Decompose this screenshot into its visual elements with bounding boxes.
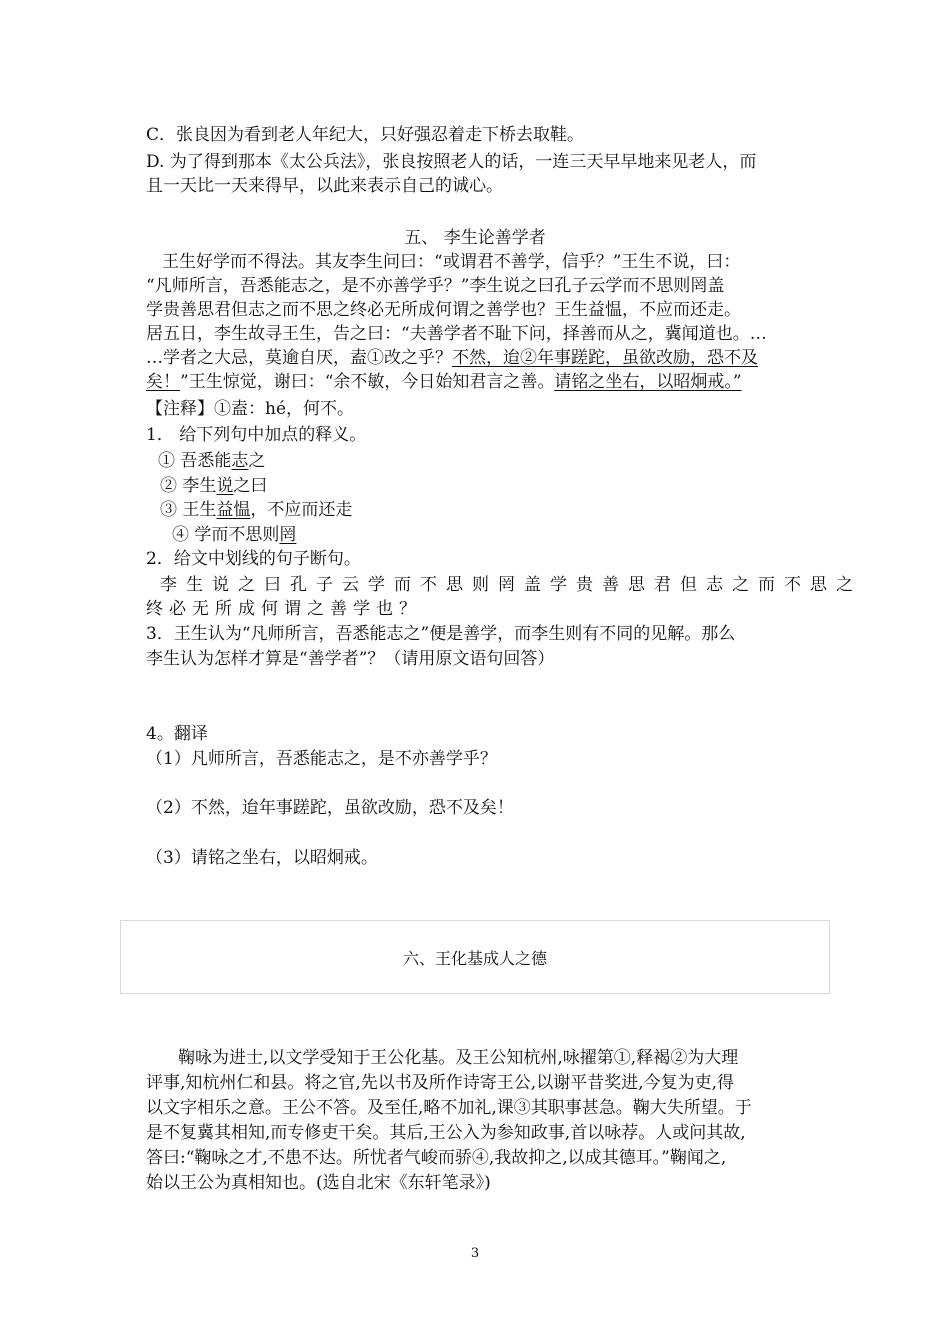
q3-line2: 李生认为怎样才算是“善学者”？（请用原文语句回答） bbox=[146, 649, 555, 669]
passage5-line2: “凡师所言，吾悉能志之，是不亦善学乎？”李生说之曰孔子云学而不思则罔盖 bbox=[146, 276, 725, 296]
passage5-line3: 学贵善思君但志之而不思之终必无所成何谓之善学也？王生益愠，不应而还走。 bbox=[146, 300, 741, 320]
q2-prompt: 2．给文中划线的句子断句。 bbox=[146, 549, 361, 569]
q4-prompt: 4。翻译 bbox=[146, 724, 208, 744]
page-number: 3 bbox=[470, 1246, 480, 1261]
passage6-line3: 以文字相乐之意。王公不答。及至任,略不加礼,课③其职事甚急。鞠大失所望。于 bbox=[146, 1098, 752, 1118]
underlined-sentence-part1: 不然，迨②年事蹉跎，虽欲改励，恐不及 bbox=[452, 348, 758, 368]
underlined-sentence-part2: 矣！ bbox=[146, 372, 180, 392]
passage6-line5: 答曰:“鞠咏之才,不患不达。所忧者气峻而骄④,我故抑之,以成其德耳。”鞠闻之, bbox=[146, 1148, 727, 1168]
passage5-line1: 王生好学而不得法。其友李生问曰：“或谓君不善学，信乎？”王生不说，曰： bbox=[162, 252, 741, 272]
annotation-note: 【注释】①盍：hé，何不。 bbox=[146, 399, 355, 419]
q4-item-1: （1）凡师所言，吾悉能志之，是不亦善学乎？ bbox=[146, 749, 497, 769]
section5-title: 五、 李生论善学者 bbox=[404, 228, 546, 248]
section6-title-box bbox=[120, 920, 830, 994]
passage6-line4: 是不复冀其相知,而专修吏干矣。其后,王公入为参知政事,首以咏荐。人或问其故, bbox=[146, 1123, 746, 1143]
q1-item-4: ④ 学而不思则罔 bbox=[172, 525, 297, 545]
option-d-line2: 且一天比一天来得早，以此来表示自己的诚心。 bbox=[146, 176, 503, 196]
q2-text-line1: 李生说之曰孔子云学而不思则罔盖学贵善思君但志之而不思之 bbox=[160, 575, 862, 595]
option-d-line1: D. 为了得到那本《太公兵法》，张良按照老人的话，一连三天早早地来见老人，而 bbox=[146, 152, 757, 172]
option-c: C．张良因为看到老人年纪大，只好强忍着走下桥去取鞋。 bbox=[146, 125, 585, 145]
passage5-line4: 居五日，李生故寻王生，告之曰：“夫善学者不耻下问，择善而从之，冀闻道也。… bbox=[146, 324, 767, 344]
q3-line1: 3．王生认为“凡师所言，吾悉能志之”便是善学，而李生则有不同的见解。那么 bbox=[146, 624, 736, 644]
passage6-line2: 评事,知杭州仁和县。将之官,先以书及所作诗寄王公,以谢平昔奖进,今复为吏,得 bbox=[146, 1073, 735, 1093]
q1-item-1: ① 吾悉能志之 bbox=[158, 451, 266, 471]
underlined-sentence-part3: 请铭之坐右，以昭炯戒。” bbox=[554, 372, 742, 392]
passage5-line5-text: …学者之大忌，莫逾自厌，盍①改之乎？ bbox=[146, 348, 452, 368]
passage5-line6 bbox=[146, 370, 742, 394]
q4-item-2: （2）不然，迨年事蹉跎，虽欲改励，恐不及矣！ bbox=[146, 798, 514, 818]
section6-title: 六、王化基成人之德 bbox=[402, 948, 547, 968]
q1-item-2: ② 李生说之曰 bbox=[160, 476, 268, 496]
passage5-line5 bbox=[146, 346, 758, 370]
q4-item-3: （3）请铭之坐右，以昭炯戒。 bbox=[146, 848, 378, 868]
passage6-line6: 始以王公为真相知也。(选自北宋《东轩笔录》) bbox=[146, 1173, 491, 1193]
q2-text-line2: 终必无所成何谓之善学也？ bbox=[146, 599, 422, 619]
passage5-line6-text: ”王生惊觉，谢曰：“余不敏，今日始知君言之善。 bbox=[180, 372, 555, 392]
q1-item-3: ③ 王生益愠，不应而还走 bbox=[160, 500, 353, 520]
q1-prompt: 1． 给下列句中加点的释义。 bbox=[146, 425, 367, 445]
passage6-line1: 鞠咏为进士,以文学受知于王公化基。及王公知杭州,咏擢第①,释褐②为大理 bbox=[178, 1048, 739, 1068]
